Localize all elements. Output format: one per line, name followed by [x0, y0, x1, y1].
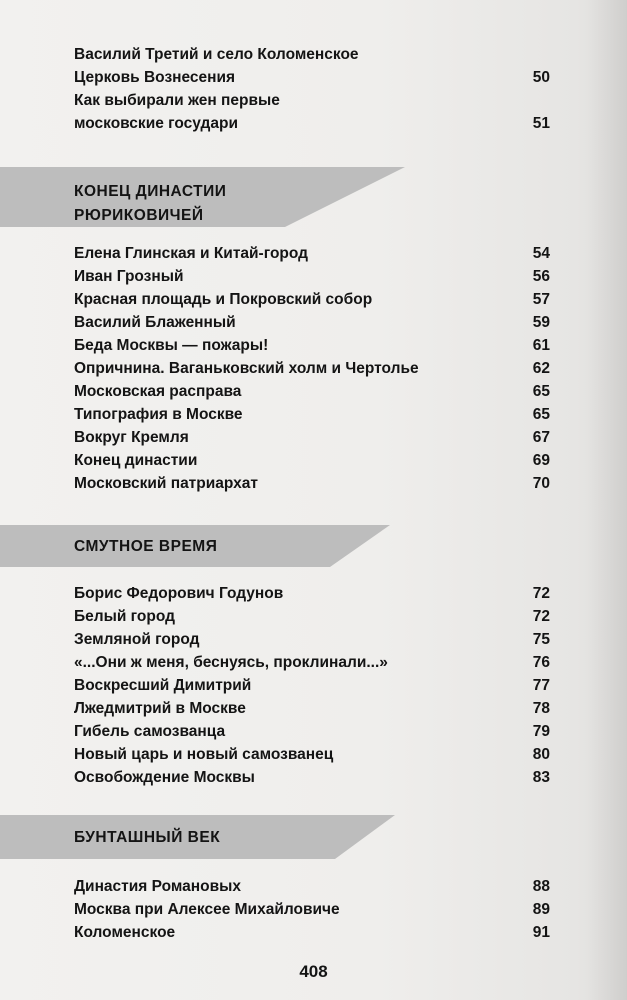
toc-entry — [74, 312, 550, 334]
toc-entry — [74, 90, 550, 112]
toc-entry-page: 65 — [532, 383, 550, 400]
toc-entry — [74, 358, 550, 380]
toc-entry-title: Типография в Москве — [74, 406, 243, 423]
toc-entry-title: Конец династии — [74, 452, 198, 469]
toc-entry — [74, 675, 550, 697]
toc-entry — [74, 289, 550, 311]
toc-entry — [74, 698, 550, 720]
toc-entry-title: Василий Третий и село Коломенское — [74, 46, 359, 63]
toc-entry — [74, 266, 550, 288]
toc-entry — [74, 583, 550, 605]
toc-entry-page: 72 — [532, 585, 550, 602]
toc-entry-title: Земляной город — [74, 631, 200, 648]
toc-entry-page: 91 — [532, 924, 550, 941]
toc-entry — [74, 744, 550, 766]
toc-entry — [74, 427, 550, 449]
toc-entry-title: Белый город — [74, 608, 175, 625]
toc-entry-page: 61 — [532, 337, 550, 354]
toc-entry — [74, 721, 550, 743]
toc-entry-page: 59 — [532, 314, 550, 331]
toc-entry — [74, 652, 550, 674]
page-number: 408 — [299, 962, 328, 981]
toc-entry-title: Вокруг Кремля — [74, 429, 189, 446]
toc-entry-title: Новый царь и новый самозванец — [74, 746, 334, 763]
toc-entry-title: Елена Глинская и Китай-город — [74, 245, 309, 262]
section-heading: СМУТНОЕ ВРЕМЯ — [74, 538, 218, 555]
section-heading: БУНТАШНЫЙ ВЕК — [74, 829, 221, 846]
toc-entry-page: 70 — [532, 475, 550, 492]
toc-entry-title: Москва при Алексее Михайловиче — [74, 901, 340, 918]
toc-entry — [74, 606, 550, 628]
toc-entry-title: московские государи — [74, 115, 238, 132]
toc-entry-page: 89 — [532, 901, 550, 918]
toc-entry-page: 56 — [532, 268, 550, 285]
toc-entry — [74, 44, 550, 66]
toc-entry-page: 79 — [532, 723, 550, 740]
toc-entry-page: 80 — [532, 746, 550, 763]
toc-entry-page: 76 — [532, 654, 550, 671]
toc-entry-page: 50 — [532, 69, 550, 86]
toc-entry-page: 51 — [532, 115, 550, 132]
toc-entry-page: 54 — [532, 245, 550, 262]
toc-entry-title: Борис Федорович Годунов — [74, 585, 284, 602]
toc-entry-page: 77 — [532, 677, 550, 694]
toc-entry — [74, 473, 550, 495]
toc-entry-title: Красная площадь и Покровский собор — [74, 291, 373, 308]
toc-entry-page: 88 — [532, 878, 550, 895]
toc-entry — [74, 404, 550, 426]
toc-entry-page: 78 — [532, 700, 550, 717]
toc-entry — [74, 67, 550, 89]
toc-entry — [74, 876, 550, 898]
toc-entry — [74, 922, 550, 944]
toc-entry-page: 67 — [532, 429, 550, 446]
toc-entry-title: Как выбирали жен первые — [74, 92, 280, 109]
toc-entry — [74, 243, 550, 265]
toc-entry-title: Опричнина. Ваганьковский холм и Чертолье — [74, 360, 419, 377]
toc-entry — [74, 335, 550, 357]
toc-entry-title: Коломенское — [74, 924, 176, 941]
toc-entry-page: 83 — [532, 769, 550, 786]
toc-entry-title: Василий Блаженный — [74, 314, 236, 331]
toc-entry-page: 62 — [532, 360, 550, 377]
toc-entry-title: Церковь Вознесения — [74, 69, 236, 86]
toc-entry-page: 69 — [532, 452, 550, 469]
page-edge-shadow — [587, 0, 627, 1000]
toc-entry-title: «...Они ж меня, беснуясь, проклинали...» — [74, 654, 388, 671]
toc-entry-title: Иван Грозный — [74, 268, 184, 285]
toc-entry — [74, 113, 550, 135]
toc-entry-title: Беда Москвы — пожары! — [74, 337, 269, 354]
toc-entry — [74, 381, 550, 403]
toc-entry — [74, 767, 550, 789]
toc-entry-title: Московская расправа — [74, 383, 242, 400]
toc-entry-page: 57 — [532, 291, 550, 308]
section-heading: КОНЕЦ ДИНАСТИИ — [74, 183, 227, 200]
toc-entry-title: Династия Романовых — [74, 878, 241, 895]
toc-entry-title: Освобождение Москвы — [74, 769, 255, 786]
toc-entry-page: 75 — [532, 631, 550, 648]
toc-entry-title: Воскресший Димитрий — [74, 677, 252, 694]
toc-entry-page: 65 — [532, 406, 550, 423]
toc-entry — [74, 450, 550, 472]
section-heading: РЮРИКОВИЧЕЙ — [74, 207, 204, 224]
toc-entry — [74, 629, 550, 651]
toc-entry-page: 72 — [532, 608, 550, 625]
toc-entry-title: Московский патриархат — [74, 475, 258, 492]
toc-entry — [74, 899, 550, 921]
toc-entry-title: Лжедмитрий в Москве — [74, 700, 246, 717]
toc-entry-title: Гибель самозванца — [74, 723, 226, 740]
